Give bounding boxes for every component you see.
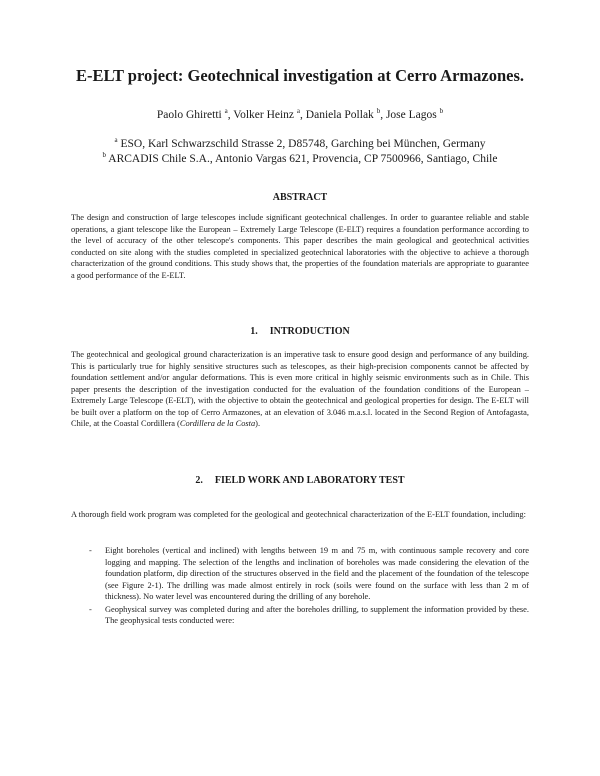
author-name: Volker Heinz	[233, 109, 295, 121]
introduction-text	[71, 349, 529, 430]
list-bullet: -	[89, 546, 92, 555]
affiliation-line	[40, 137, 560, 151]
section-heading-introduction	[40, 325, 560, 338]
affiliation-text: ARCADIS Chile S.A., Antonio Vargas 621, Provencia, CP 7500966, Santiago, Chile	[108, 153, 498, 165]
paper-title: E-ELT project: Geotechnical investigation at Cerro Armazones.	[75, 66, 525, 85]
author-affiliation-mark: b	[376, 107, 381, 115]
section-number: 1.	[250, 326, 258, 337]
field-work-list	[71, 545, 529, 627]
affiliation-mark: a	[114, 136, 118, 144]
author-affiliation-mark: b	[439, 107, 444, 115]
author-name: Jose Lagos	[385, 109, 437, 121]
abstract-text: The design and construction of large telescopes include significant geotechnical challenges. In order to guarantee reliable and stable operations, a giant telescope like the European – Extremely Large Telescope (E-ELT) requires a foundation performance according to the level of accuracy of the other telescope's components. This paper describes the main geological and geotechnical activities conducted on site along with the studies completed in specialized geotechnical laboratories with the objective to achieve a thorough characterization of the ground conditions. This study shows that, the properties of the foundation materials are appropriate to guarantee a good performance of the E-ELT.	[71, 213, 529, 280]
affiliation-mark: b	[102, 151, 107, 159]
section-title: INTRODUCTION	[269, 326, 350, 337]
list-item	[71, 545, 529, 603]
section-title: FIELD WORK AND LABORATORY TEST	[214, 475, 405, 486]
author-list: Paolo Ghiretti $^a$, Volker Heinz $^a$, Daniela Pollak $^b$, Jose Lagos $^b$	[156, 107, 444, 121]
introduction-text-end: ).	[255, 419, 261, 428]
author-name: Paolo Ghiretti	[156, 109, 222, 121]
list-item-text: Eight boreholes (vertical and inclined) with lengths between 19 m and 75 m, with continuous sample recovery and core logging and mapping. The selection of the lengths and inclination of boreholes was made considering the elevation of the foundation platform, dip direction of the structures observed in the field and the placement of the foundation of the telescope (see Figure 2-1). The drilling was made almost entirely in rock (soils were found on the surface with less than 2 m of thickness). No water level was encountered during the drilling of any borehole.	[105, 546, 529, 601]
affiliation-text: ESO, Karl Schwarzschild Strasse 2, D85748, Garching bei München, Germany	[120, 138, 486, 150]
field-work-intro: A thorough field work program was completed for the geological and geotechnical characterization of the E-ELT foundation, including:	[71, 510, 526, 519]
abstract-heading: ABSTRACT	[272, 192, 328, 203]
author-affiliation-mark: a	[224, 107, 228, 115]
section-number: 2.	[195, 475, 203, 486]
list-item	[71, 604, 529, 627]
author-name: Daniela Pollak	[305, 109, 374, 121]
author-affiliation-mark: a	[296, 107, 301, 115]
affiliation-line	[40, 152, 560, 166]
list-bullet: -	[89, 604, 92, 614]
section-heading-field-work	[40, 474, 560, 487]
introduction-text-italic: Cordillera de la Costa	[179, 419, 256, 428]
list-item-text: Geophysical survey was completed during and after the boreholes drilling, to supplement the information provided by these. The geophysical tests conducted were:	[105, 604, 529, 625]
introduction-text-body: The geotechnical and geological ground characterization is an imperative task to ensure good design and performance of any building. This is particularly true for highly sensitive structures such as telescopes, as their high-precision components cannot be affected by foundation settlement and/or angular deformations. This is even more critical in highly seismic environments such as in Chile. This paper presents the description of the investigation conducted for the evaluation of the foundation conditions of the European – Extremely Large Telescope (E-ELT), with the objective to obtain the geotechnical and geological properties for design. The E-ELT will be built over a platform on the top of Cerro Armazones, at an elevation of 3.046 m.a.s.l. located in the Second Region of Antofagasta, Chile, at the Coastal Cordillera (	[71, 350, 529, 428]
